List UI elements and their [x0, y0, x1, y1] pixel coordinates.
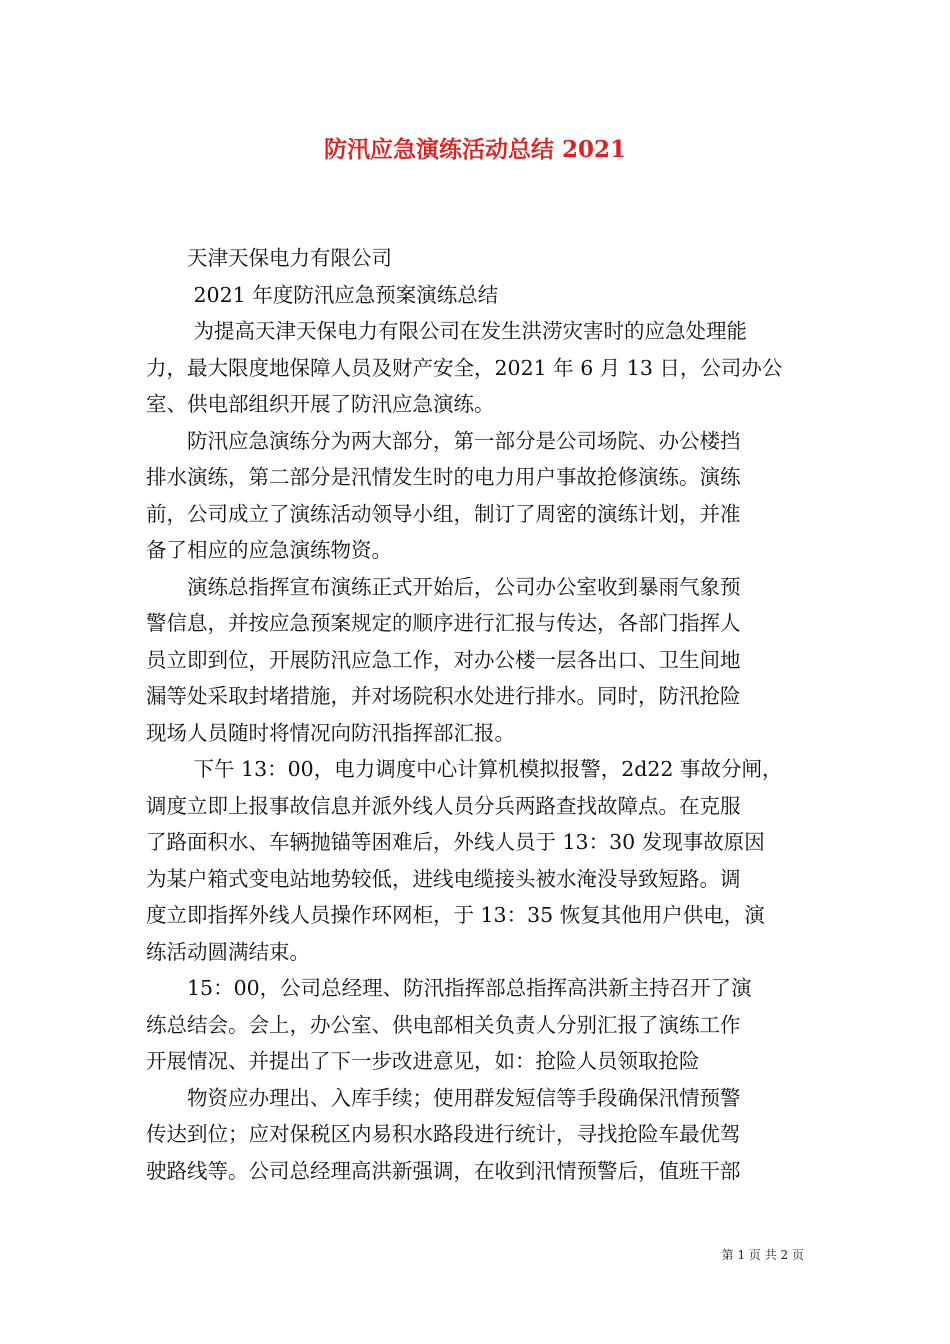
page-number: 第 1 页 共 2 页 — [721, 1248, 804, 1262]
body-line: 为某户箱式变电站地势较低，进线电缆接头被水淹没导致短路。调 — [146, 866, 741, 891]
body-line: 员立即到位，开展防汛应急工作，对办公楼一层各出口、卫生间地 — [146, 647, 741, 672]
body-line: 开展情况、并提出了下一步改进意见，如：抢险人员领取抢险 — [146, 1049, 700, 1073]
body-line: 为提高天津天保电力有限公司在发生洪涝灾害时的应急处理能 — [146, 319, 748, 343]
document-body — [146, 240, 806, 1189]
body-line: 传达到位；应对保税区内易积水路段进行统计，寻找抢险车最优驾 — [146, 1122, 741, 1146]
body-line: 练活动圆满结束。 — [146, 939, 310, 964]
body-line: 15：00，公司总经理、防汛指挥部总指挥高洪新主持召开了演 — [146, 976, 752, 1000]
body-line: 驶路线等。公司总经理高洪新强调，在收到汛情预警后，值班干部 — [146, 1158, 741, 1183]
body-line: 室、供电部组织开展了防汛应急演练。 — [146, 392, 495, 416]
body-line: 排水演练，第二部分是汛情发生时的电力用户事故抢修演练。演练 — [146, 465, 741, 489]
body-line: 2021 年度防汛应急预案演练总结 — [146, 282, 499, 307]
body-line: 天津天保电力有限公司 — [146, 246, 392, 270]
body-line: 了路面积水、车辆抛锚等困难后，外线人员于 13：30 发现事故原因 — [146, 830, 765, 854]
body-line: 备了相应的应急演练物资。 — [146, 538, 392, 562]
document-title: 防汛应急演练活动总结 2021 — [323, 136, 627, 163]
body-line: 下午 13：00，电力调度中心计算机模拟报警，2d22 事故分闸， — [146, 757, 783, 781]
body-line: 调度立即上报事故信息并派外线人员分兵两路查找故障点。在克服 — [146, 793, 741, 818]
body-line: 力，最大限度地保障人员及财产安全，2021 年 6 月 13 日，公司办公 — [146, 355, 783, 380]
body-line: 防汛应急演练分为两大部分，第一部分是公司场院、办公楼挡 — [146, 428, 741, 453]
body-line: 物资应办理出、入库手续；使用群发短信等手段确保汛情预警 — [146, 1085, 741, 1110]
body-line: 度立即指挥外线人员操作环网柜，于 13：35 恢复其他用户供电，演 — [146, 903, 765, 927]
body-line: 现场人员随时将情况向防汛指挥部汇报。 — [146, 720, 515, 745]
body-line: 警信息，并按应急预案规定的顺序进行汇报与传达，各部门指挥人 — [146, 611, 741, 635]
body-line: 漏等处采取封堵措施，并对场院积水处进行排水。同时，防汛抢险 — [146, 684, 741, 708]
body-line: 练总结会。会上，办公室、供电部相关负责人分别汇报了演练工作 — [146, 1012, 741, 1037]
body-line: 演练总指挥宣布演练正式开始后，公司办公室收到暴雨气象预 — [146, 574, 741, 599]
body-line: 前，公司成立了演练活动领导小组，制订了周密的演练计划，并准 — [146, 501, 741, 526]
